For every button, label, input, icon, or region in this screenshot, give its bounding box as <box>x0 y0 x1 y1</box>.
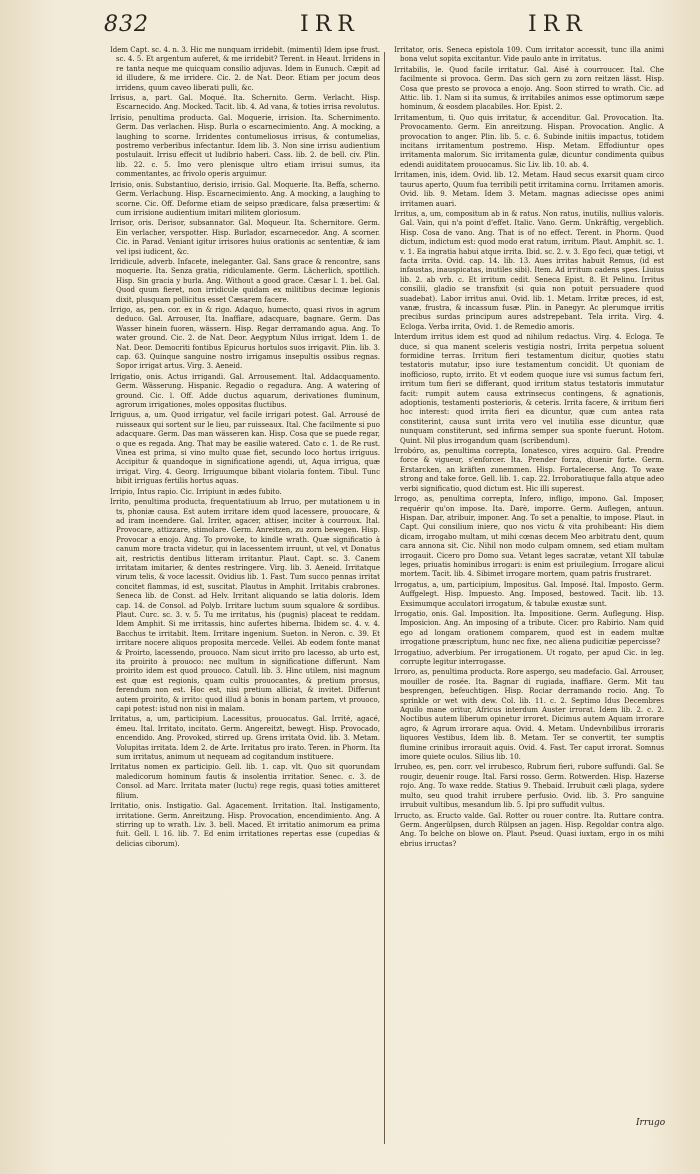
dictionary-entry: Irroro, as, penultima producta. Rore aspergo, seu madefacio. Gal. Arrouser, mouiller de rosée. Ita. Bagnar di rugiada, inaffiare. Germ. Mit tau besprengen, befeuchtigen. Hisp. Rociar derramando rocio. Ang. To sprinkle or wet with dew. Col. lib. 11. c. 2. Septimo Idus Decembres Aquilo mane oritur, Africus interdum Auster irrorat. Idem lib. 2. c. 2. Noctibus autem liberum opinetur irroret. Dicimus autem Aquam irrorare agro, & Agrum irrorare aqua. Ovid. 4. Metam. Undevnbilibus irroraris liquores Vestibus, Idem lib. 8. Metam. Ter se convertit, ter sumptis flumine crinibus irrorauit aquis. Ovid. 4. Fast. Ter caput irrorat. Somnus imore quiete oculos. Silius lib. 10. <box>394 668 664 762</box>
page-header <box>0 0 700 46</box>
dictionary-entry: Irritus, a, um, compositum ab in & ratus. Non ratus, inutilis, nullius valoris. Gal. Vain, qui n'a point d'effet. Italic. Vano. Germ. Unkräftig, vergeblich. Hisp. Cosa de vano. Ang. That is of no effect. Terent. in Phorm. Quod dictum, indictum est: quod modo erat ratum, irritum. Plaut. Amphit. sc. 1. v. 1. Ea ingratia habui atque irrita. Ibid. sc. 2. v. 3. Ego feci, quæ tetigi, vt facta irrita. Ovid. cap. 14. lib. 13. Aues irritas habuit Remus, (id est infaustas, inauspicatas, inutiles sibi). Item. Ad irritum cadens spes. Liuius lib. 2. ab vrb. c. Et irritum cedit. Seneca Epist. 8. Et Pelinu. Irritus consilii, gladio se transfixit (si quia non potuit persuadere quod suadebat). Labor irritus anui. Ovid. lib. 1. Metam. Irritæ preces, id est, vanæ, frustra, & incassum fusæ. Plin. in Panegyr. Ac plerumque irritis precibus surdas principum aures adstrepebant. Tela irrita. Virg. 4. Ecloga. Verba irrita, Ovid. 1. de Remedio amoris. <box>394 209 664 331</box>
catchword: Irrugo <box>636 1118 666 1128</box>
dictionary-entry: Irritamentum, ti. Quo quis irritatur, & accenditur. Gal. Provocation. Ita. Provocamento. Germ. Ein anreitzung. Hispan. Provocation. Anglic. A provocation to anger. Plin. lib. 5. c. 6. Subinde initiis impactus, totidem incitans irritamentum postremo. Hisp. Metam. Effodiuntur opes irritamenta malorum. Sic irritamenta gulæ, dicuntur condimenta quibus edendi auiditatem prouocamus. Sic Liv. lib. 10. ab. 4. <box>394 113 664 169</box>
dictionary-entry: Irritatus, a, um, participium. Lacessitus, prouocatus. Gal. Irrité, agacé, émeu. Ital. Irritato, incitato. Germ. Angereitzt, bewegt. Hisp. Provocado, encendido. Ang. Provoked, stirred up. Grens irritata Ovid. lib. 3. Metam. Volupitas irritata. Idem 2. de Arte. Irritatus pro irato. Teren. in Phorm. Ita sum irritatus, animum ut nequeam ad cogitandum instituere. <box>110 715 380 762</box>
dictionary-entry: Irrogatio, onis. Gal. Imposition. Ita. Impositione. Germ. Auflegung. Hisp. Imposicion. Ang. An imposing of a tribute. Cicer. pro Rabirio. Nam quid ego ad longam orationem comparem, quod est in eadem multæ irrogatione præscriptum, hunc nec fixe, nec aliena pudicitiæ pepercisse? <box>394 609 664 647</box>
dictionary-entry: Irrigatio, onis. Actus irrigandi. Gal. Arrousement. Ital. Addacquamento. Germ. Wässerung. Hispanic. Regadio o regadura. Ang. A watering of ground. Cic. l. Off. Adde ductus aquarum, derivationes fluminum, agrorum irrigationes, moles oppositas fluctibus. <box>110 372 380 410</box>
dictionary-entry: Irritatus nomen ex participio. Gell. lib. 1. cap. vlt. Quo sit quorundam maledicorum hominum fautis & insolentia irritatior. Senec. c. 3. de Consol. ad Marc. Irritata mater (luctu) rege regis, quasi toties amitteret filium. <box>110 763 380 800</box>
dictionary-entry: Irrisio, penultima producta. Gal. Moquerie, irrision. Ita. Schernimento. Germ. Das verlachen. Hisp. Burla o escarnecimiento. Ang. A mocking, a laughing to scorne. Irridentes contumeliosus irrisus, & contumelias, postremo verberibus infectantur. Idem lib. 3. Non sine irrisu audientium postulauit. Irrisu effecit ut ludibrio haberi. Cass. lib. 2. de bell. civ. Plin. lib. 22. c. 5. Imo vero plenisque ultro etiam irrisui sumus, ita commentantes, ac frivolo operis arguimur. <box>110 113 380 179</box>
dictionary-entry: Irrobóro, as, penultima correpta, Ionatesco, vires acquiro. Gal. Prendre force & vigueur, s'enforcer. Ita. Prender forza, diuenir forte. Germ. Erstarcken, an kräften zunemmen. Hisp. Fortalecerse. Ang. To waxe strong and take force. Gell. lib. 1. cap. 22. Irroboratiuque falla atque adeo verbi significatio, quod dictum est. Hic illi superest. <box>394 447 664 493</box>
dictionary-entry: Irrisus, a, part. Gal. Moqué. Ita. Schernito. Germ. Verlacht. Hisp. Escarnecido. Ang. Mocked. Tacit. lib. 4. Ad vana, & toties irrisa revolutus. <box>110 94 380 112</box>
dictionary-entry: Irrogatiuo, adverbium. Per irrogationem. Ut rogato, per apud Cic. in leg. corrupte legitur interrogasse. <box>394 648 664 666</box>
dictionary-entry: Irridicule, adverb. Infacete, ineleganter. Gal. Sans grace & rencontre, sans moquerie. Ita. Senza gratia, ridiculamente. Germ. Lächerlich, spottlich. Hisp. Sin gracia y burla. Ang. Without a good grace. Cæsar l. 1. bel. Gal. Quod quum fieret, non irridicule quidam ex militibus decimæ legionis dixit, plusquam pollicitus esset Cæsarem facere. <box>110 257 380 304</box>
dictionary-entry: Irritabilis, le. Quod facile irritatur. Gal. Aisé à courroucer. Ital. Che facilmente si provoca. Germ. Das sich gern zu zorn reitzen lässt. Hisp. Cosa que presto se provoca a enojo. Ang. Soon stirred to wrath. Cic. ad Attic. lib. 1. Nam si ita sumus, & irritabiles animos esse optimorum sæpe hominum, & eosdem placabiles. Hor. Epist. 2. <box>394 65 664 112</box>
dictionary-entry: Irrogo, as, penultima correpta, Infero, infligo, impono. Gal. Imposer, requérir qu'on impose. Ita. Darè, imporre. Germ. Auflegen, antuun. Hispan. Dar, atribuir, imponer. Ang. To set a penaltie, to impose. Plaut. in Capt. Qui consilium iniere, quo nos victu & vita prohibeant: His diem dicam, irrogabo multam, ut mihi cœnas decem Meo arbitratu dent, quum cara annona sit. Cic. Nihil non modo culpam omnem, sed etiam multam irrogauit. Cicero pro Domo sua. Vetant leges sacratæ, vetant XII tabulæ leges, priuatis hominibus irrogari: is enim est priuilegium. Irrogare alicui mortem. Tacit. lib. 4. Sibimet irrogare mortem, quam patris frustraret. <box>394 495 664 579</box>
column-rule <box>384 52 385 1144</box>
running-head-right: IRR <box>528 12 588 37</box>
dictionary-entry: Interdum irritus idem est quod ad nihilum redactus. Virg. 4. Ecloga. Te duce, si qua manent sceleris vestigia nostri, Irrita perpetua soluent formidine terras. Irritum fieri testamentum dicitur, quoties statu testatoris mutatur, ipso iure testamentum concidit. Ut quoniam de inofficioso, rupto, irrito. Et vt eodem quoque iure vsi sumus factum feri, irritum tum fieri se differant, quod irritum status testatoris immutatur facit: rumpit autem causa extrinsecus contingens, & agnationis, adoptionis, testamenti posterioris, & ceteris. Irrita facere, & irritum fieri hoc interest: quod irrita fieri ea dicuntur, quæ cum antea rata constiterint, causa sunt irrita vero vel inutilia esse dicuntur, quæ nunquam constiterunt, sed infirma semper sua sponte fuerunt. Hotom. Quint. Nil plus irrogandum quam (scribendum). <box>394 333 664 445</box>
dictionary-entry: Idem Capt. sc. 4. n. 3. Hic me nunquam irridebit. (mimenti) Idem ipse frust. sc. 4. 5. Et argentum auferet, & me irridebit? Terent. in Heaut. Irridens in re tanta neque me quicquam consilio adjuvas. Idem in Eunuch. Cæpit ad id illudere, & me irridere. Cic. 2. de Nat. Deor. Etiam per jocum deos irridens, quum caveo liberati pulli, &c. <box>110 46 380 92</box>
dictionary-entry: Irrigo, as, pen. cor. ex in & rigo. Adaquo, humecto, quasi rivos in agrum deduco. Gal. Arrouser, Ita. Inaffiare, adacquare, bagnare. Germ. Das Wasser hinein fuoren, wässern. Hisp. Regar derramando agua. Ang. To water ground. Cic. 2. de Nat. Deor. Aegyptum Nilus irrigat. Idem 1. de Nat. Deor. Democriti fontibus Epicurus hortulos suos irrigavit. Plin. lib. 3. cap. 63. Quinque sanguine nostro irrigamus insepultis ossibus regnas. Sopor irrigat artus. Virg. 3. Aeneid. <box>110 305 380 371</box>
dictionary-entry: Irriguus, a, um. Quod irrigatur, vel facile irrigari potest. Gal. Arrousé de ruisseaux qui sortent sur le lieu, par ruisseaux. Ital. Che facilmente si puo adacquare. Germ. Das man wässeren kan. Hisp. Cosa que se puede regar, o que es regada. Ang. That may be easilie watered. Cato c. 1. de Re rust. Vinea est prima, si vino multo quae fiet, secundo loco hortus irriguus. Accipitur & quandoque in significatione agendi, ut, Aqua irrigua, quæ irrigat. Virg. 4. Georg. Irriguumque bibant violaria fontem. Tibul. Tunc bibit irriguas fertilis hortus aquas. <box>110 411 380 486</box>
dictionary-entry: Irrubeo, es, pen. corr. vel irrubesco, Rubrum fieri, rubore suffundi. Gal. Se rougir, deuenir rouge. Ital. Farsi rosso. Germ. Rotwerden. Hisp. Hazerse rojo. Ang. To waxe redde. Statius 9. Thebaid. Irrubuit cæli plaga, sydere multo, seu quod trahit irrubere perfusio. Ovid. lib. 3. Pro sanguine irrubuit vultibus, mesandum lib. 5. Ipi pro suffudit vultus. <box>394 763 664 810</box>
dictionary-entry: Irrisor, oris. Derisor, subsannator. Gal. Moqueur. Ita. Schernitore. Germ. Ein verlacher, verspotter. Hisp. Burlador, escarnecedor. Ang. A scorner. Cic. in Parad. Veniant igitur irrisores huius orationis ac sententiæ, & iam vel ipsi iudicent, &c. <box>110 219 380 256</box>
dictionary-entry: Irrisio, onis. Substantiuo, derisio, irrisio. Gal. Moquerie. Ita. Beffa, scherno. Germ. Verlachung. Hisp. Escarnecimiento. Ang. A mocking, a laughing to scorne. Cic. Off. Deforme etiam de seipso prædicare, falsa præsertim: & cum irrisione audientium imitari militem gloriosum. <box>110 180 380 217</box>
right-column <box>394 46 664 1158</box>
dictionary-entry: Irritator, oris. Seneca epistola 109. Cum irritator accessit, tunc illa animi bona velut sopita excitantur. Vide paulo ante in irritatus. <box>394 46 664 64</box>
dictionary-entry: Irrogatus, a, um, participium, Impositus. Gal. Imposé. Ital. Imposto. Germ. Auffgelegt. Hisp. Impuesto. Ang. Imposed, bestowed. Tacit. lib. 13. Exsimumque acculatori irrogatum, & tabulæ exustæ sunt. <box>394 580 664 608</box>
dictionary-entry: Irritatio, onis. Instigatio. Gal. Agacement. Irritation. Ital. Instigamento, irritatione. Germ. Anreitzung. Hisp. Provocation, encendimiento. Ang. A stirring up to wrath. Liv. 3. bell. Maced. Et irritatio animorum ea prima fuit. Gell. l. 16. lib. 7. Ed enim irritationes repertas esse (cupedias & delicias ciborum). <box>110 802 380 848</box>
dictionary-entry: Irripio, Intus rapio. Cic. Irripiunt in ædes fubito. <box>110 487 282 496</box>
page-number: 832 <box>104 12 149 37</box>
running-head-left: IRR <box>300 12 360 37</box>
dictionary-entry: Irrito, penultima producta, frequentatiuum ab Irruo, per mutationem u in ts, phoniæ causa. Est autem irritare idem quod lacessere, prouocare, & ad iram incendere. Gal. Irriter, agacer, attiser, inciter à courroux. Ital. Provocare, attizzare, stimolare. Germ. Anreitzen, zu zorn bewegen. Hisp. Provocar a enojo. Ang. To provoke, to kindle wrath. Quæ significatio à canum more tracta videtur, qui in lacessentem irruunt, ut vel, vt Donatus ait, restrictis dentibus litteram irritantur. Plaut. Capt. sc. 3. Canem irritatam imitarier, & dentes restringere. Virg. lib. 3. Aeneid. Irritatque virum telis, & voce lacessit. Ovidius lib. 1. Fast. Tum succo pennas irritat concitet flammas, id est, suscitat. Plautus in Amphit. Irritabis crabrones. Seneca lib. de Const. ad Helv. Irritant aliquando se latia doloris. Idem cap. 14. de Consol. ad Polyb. Irritare luctum suum squalore & sordibus. Plaut. Curc. sc. 3. v. 5. Tu me irritatus, his (pugnis) placeat te reddam. Idem Amphit. Si me irritassis, hinc aufertes hiberna. Ibidem sc. 4. v. 4. Bacchus te irritabit. Item. Irritare ingenium. Sueton. in Neron. c. 39. Et irritare nocere aliquos proposita mercede. Vellei. Ab eodem fonte manat & Proirto, lacessendo, prouoco. Nam sicut irrito pro lacesso, ab urto est, ita proirito à prouoco: nec multum in significatione differunt. Nam proirito idem est quod prouoco. Catull. lib. 3. Hinc utilem, nisi magnum est quæ est regionis, quam cultis prouocantes, & pretium prorsus, ferendum non est. Hoc est, nisi pretium alliciat, & invitet. Differunt autem proirito, & irrito: quod illud à bonis in bonam partem, vt prouoco, capi potest: istud non nisi in malam. <box>110 498 380 714</box>
left-column <box>110 46 380 1158</box>
dictionary-entry: Irructo, as. Eructo valde. Gal. Rotter ou rouer contre. Ita. Ruttare contra. Germ. Angerülpsen, durch Rülpsen an jagen. Hisp. Regoldar contra algo. Ang. To belche on blowe on. Plaut. Pseud. Quasi iuxtam, ergo in os mihi ebrius irructas? <box>394 811 664 848</box>
dictionary-entry: Irritamen, inis, idem. Ovid. lib. 12. Metam. Haud secus exarsit quam circo taurus aperto, Quum fua terribili petit irritamina cornu. Irritamen amoris. Ovid. lib. 9. Metam. Idem 3. Metam. magnas adiecisse opes animi irritamen auari. <box>394 171 664 208</box>
